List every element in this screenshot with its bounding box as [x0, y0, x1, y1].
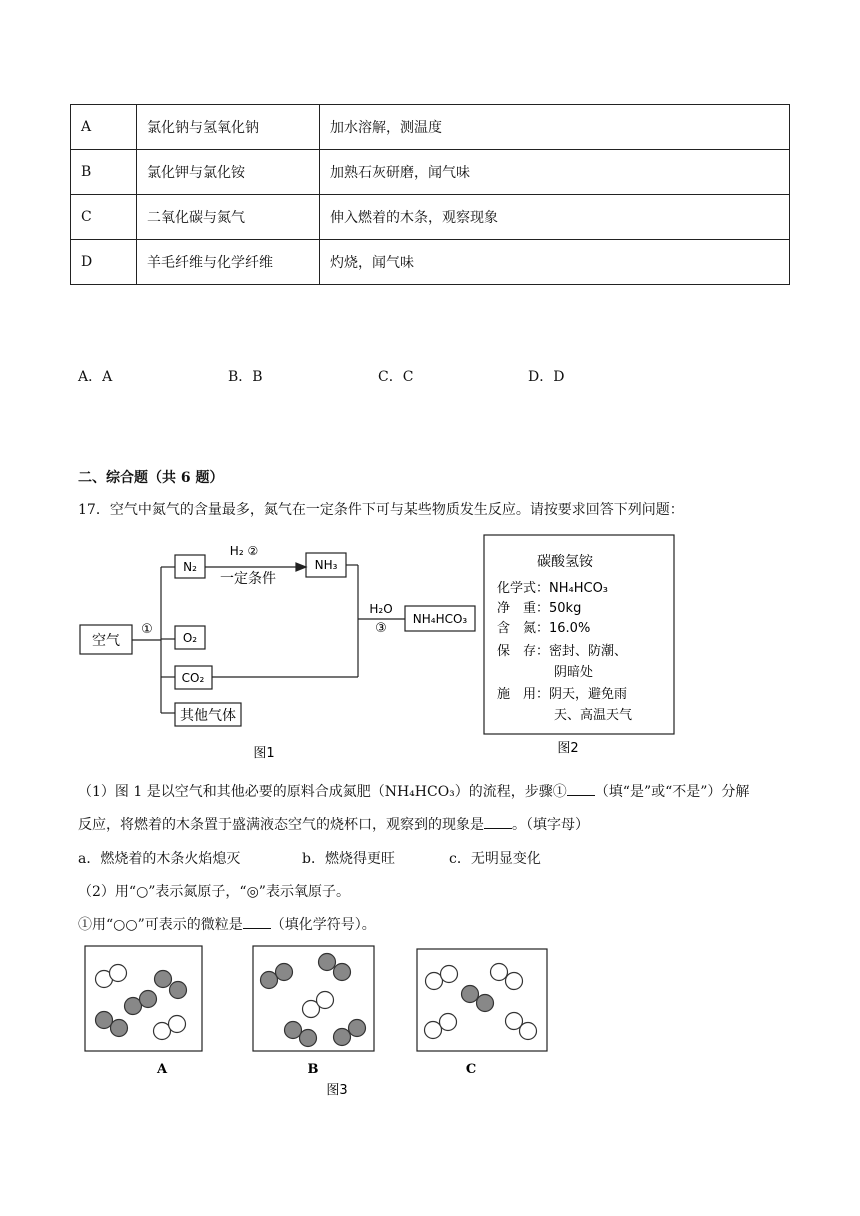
step-1-label: ① — [141, 622, 153, 637]
storage-line: 保 存：密封、防潮、 — [497, 644, 628, 659]
fig3-label-b: B — [307, 1062, 319, 1077]
h2-step2-label: H₂ ② — [229, 544, 259, 558]
option-a: a．燃烧着的木条火焰熄灭 — [78, 851, 241, 867]
row-pair: 羊毛纤维与化学纤维 — [137, 240, 320, 285]
options-table — [70, 104, 790, 285]
figure-3-particle-models — [80, 940, 560, 1100]
product-label: NH₄HCO₃ — [412, 612, 468, 626]
choice-b[interactable]: B．B — [228, 369, 263, 385]
table-row — [71, 105, 790, 150]
h2o-label: H₂O — [369, 602, 393, 616]
row-pair: 二氧化碳与氮气 — [137, 195, 320, 240]
answer-blank-3[interactable] — [243, 916, 271, 929]
part-1-text: （1）图 1 是以空气和其他必要的原料合成氮肥（NH₄HCO₃）的流程，步骤① — [78, 784, 567, 800]
box-c-molecules — [425, 964, 537, 1040]
part-1-text-4: 。（填字母） — [512, 817, 589, 833]
question-stem: 17．空气中氮气的含量最多，氮气在一定条件下可与某些物质发生反应。请按要求回答下列问题： — [78, 502, 684, 518]
row-method: 加水溶解，测温度 — [320, 105, 790, 150]
part-2-1-text: ①用“○○”可表示的微粒是 — [78, 917, 243, 933]
part-2-1-text-2: （填化学符号）。 — [270, 917, 376, 933]
part-1-line-1 — [78, 781, 749, 801]
usage-line: 施 用：阴天，避免雨 — [497, 687, 628, 702]
part-1-text-2: （填“是”或“不是”）分解 — [594, 784, 750, 800]
row-method: 伸入燃着的木条，观察现象 — [320, 195, 790, 240]
nitrogen-content-line: 含 氮：16.0% — [497, 621, 591, 636]
part-1-line-2 — [78, 814, 589, 834]
table-row — [71, 195, 790, 240]
formula-line: 化学式：NH₄HCO₃ — [497, 581, 609, 596]
other-gas-label: 其他气体 — [180, 708, 236, 724]
row-method: 灼烧，闻气味 — [320, 240, 790, 285]
net-weight-line: 净 重：50kg — [497, 601, 582, 616]
fertilizer-title: 碳酸氢铵 — [537, 554, 593, 570]
row-key: B — [71, 150, 137, 195]
option-c: c．无明显变化 — [449, 851, 541, 867]
usage-line-2: 天、高温天气 — [554, 708, 633, 723]
option-b: b．燃烧得更旺 — [302, 851, 395, 867]
table-row — [71, 150, 790, 195]
fig3-label-a: A — [156, 1062, 168, 1077]
row-key: D — [71, 240, 137, 285]
row-pair: 氯化钠与氢氧化钠 — [137, 105, 320, 150]
figure-1-flow-diagram — [78, 540, 478, 765]
box-a-molecules — [96, 965, 187, 1040]
choice-a[interactable]: A．A — [78, 369, 113, 385]
choice-c[interactable]: C．C — [378, 369, 414, 385]
answer-blank-1[interactable] — [567, 783, 595, 796]
co2-label: CO₂ — [181, 671, 205, 685]
air-label: 空气 — [92, 633, 120, 649]
section-title: 二、综合题（共 6 题） — [78, 470, 224, 486]
part-2-text: （2）用“○”表示氮原子，“◎”表示氧原子。 — [78, 884, 350, 900]
n2-label: N₂ — [183, 560, 197, 574]
o2-label: O₂ — [182, 631, 198, 645]
storage-line-2: 阴暗处 — [554, 665, 594, 680]
figure-3-caption: 图3 — [326, 1083, 348, 1098]
row-method: 加熟石灰研磨，闻气味 — [320, 150, 790, 195]
answer-blank-2[interactable] — [484, 816, 512, 829]
nh3-label: NH₃ — [314, 558, 338, 572]
table-row — [71, 240, 790, 285]
condition-label: 一定条件 — [220, 571, 276, 587]
choice-d[interactable]: D．D — [528, 369, 565, 385]
figure-2-fertilizer-label — [483, 534, 678, 764]
figure-2-caption: 图2 — [557, 741, 579, 756]
box-b-molecules — [261, 954, 366, 1047]
step-3-label: ③ — [375, 621, 387, 636]
row-key: A — [71, 105, 137, 150]
part-1-text-3: 反应，将燃着的木条置于盛满液态空气的烧杯口，观察到的现象是 — [78, 817, 484, 833]
row-key: C — [71, 195, 137, 240]
part-2-1-line — [78, 914, 376, 934]
fig3-label-c: C — [465, 1062, 477, 1077]
row-pair: 氯化钾与氯化铵 — [137, 150, 320, 195]
figure-1-caption: 图1 — [253, 746, 275, 761]
